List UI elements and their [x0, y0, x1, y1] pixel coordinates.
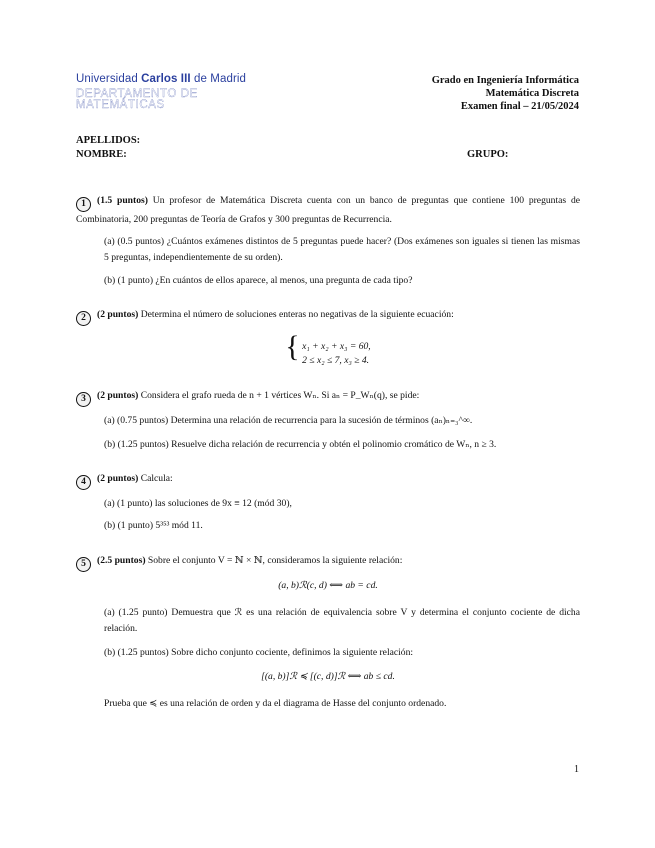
left-brace-icon: { [285, 330, 300, 363]
question-1-text: Un profesor de Matemática Discreta cuenta con un banco de preguntas que contiene 100 preguntas de Combinatoria, 200 preguntas de Teoría de Grafos y 300 preguntas de Recurrencia. [76, 195, 580, 225]
question-4 [76, 471, 580, 490]
question-5-text: Sobre el conjunto V = ℕ × ℕ, consideramos la siguiente relación: [145, 555, 403, 566]
question-5a: (a) (1.25 punto) Demuestra que ℛ es una relación de equivalencia sobre V y determina el conjunto cociente de dicha relación. [104, 607, 580, 634]
name-label: NOMBRE: [76, 149, 127, 160]
question-4-text: Calcula: [138, 473, 173, 484]
exam-date: Examen final – 21/05/2024 [460, 101, 579, 112]
question-3-text: Considera el grafo rueda de n + 1 vértices Wₙ. Si aₙ = P_Wₙ(q), se pide: [138, 390, 420, 401]
question-number-2: 2 [76, 311, 91, 326]
question-1-points: (1.5 puntos) [97, 195, 148, 206]
group-label: GRUPO: [467, 149, 509, 160]
university-logo [76, 73, 246, 85]
department-line-2: MATEMÁTICAS [76, 98, 165, 111]
degree-title: Grado en Ingeniería Informática [431, 75, 579, 86]
question-5b: (b) (1.25 puntos) Sobre dicho conjunto cociente, definimos la siguiente relación: [104, 647, 414, 658]
subject-title: Matemática Discreta [485, 88, 579, 99]
question-number-3: 3 [76, 392, 91, 407]
question-4a: (a) (1 punto) las soluciones de 9x ≡ 12 (mód 30), [104, 498, 292, 509]
equation-line-1: x₁ + x₂ + x₃ = 60, [302, 340, 371, 352]
university-name-tail: de Madrid [190, 73, 247, 85]
question-2 [76, 307, 580, 326]
question-number-5: 5 [76, 557, 91, 572]
question-5-closing: Prueba que ≼ es una relación de orden y da el diagrama de Hasse del conjunto ordenado. [104, 698, 447, 709]
question-1 [76, 193, 580, 228]
question-2-text: Determina el número de soluciones enteras no negativas de la siguiente ecuación: [138, 309, 454, 320]
equation-line-2: 2 ≤ x₂ ≤ 7, x₃ ≥ 4. [302, 354, 370, 366]
exam-header [432, 74, 579, 113]
question-2-points: (2 puntos) [97, 309, 139, 320]
department-line-1: DEPARTAMENTO DE [76, 88, 198, 100]
university-name-light: Universidad [76, 73, 142, 85]
question-4b: (b) (1 punto) 5³⁵³ mód 11. [104, 520, 203, 531]
page-number: 1 [574, 764, 579, 775]
question-3 [76, 388, 580, 407]
question-number-1: 1 [76, 197, 91, 212]
question-3-points: (2 puntos) [97, 390, 139, 401]
question-4-points: (2 puntos) [97, 473, 139, 484]
relation-definition: (a, b)ℛ(c, d) ⟺ ab = cd. [278, 580, 378, 591]
question-3a: (a) (0.75 puntos) Determina una relación de recurrencia para la sucesión de términos (aₙ)ₙ₌₃^∞. [104, 415, 473, 426]
department-logo [76, 89, 198, 110]
question-5 [76, 553, 580, 572]
question-number-4: 4 [76, 475, 91, 490]
question-1b: (b) (1 punto) ¿En cuántos de ellos aparece, al menos, una pregunta de cada tipo? [104, 275, 413, 286]
order-definition: [(a, b)]ℛ ≼ [(c, d)]ℛ ⟺ ab ≤ cd. [261, 671, 395, 682]
question-3b: (b) (1.25 puntos) Resuelve dicha relación de recurrencia y obtén el polinomio cromático de Wₙ, n ≥ 3. [104, 439, 497, 450]
question-1a: (a) (0.5 puntos) ¿Cuántos exámenes distintos de 5 preguntas puede hacer? (Dos exámenes son iguales si tienen las mismas 5 preguntas, independientemente de su orden). [104, 236, 580, 263]
equation-system [76, 332, 580, 368]
surnames-label: APELLIDOS: [76, 135, 141, 146]
university-name-bold: Carlos III [141, 73, 191, 85]
question-5-points: (2.5 puntos) [97, 555, 146, 566]
